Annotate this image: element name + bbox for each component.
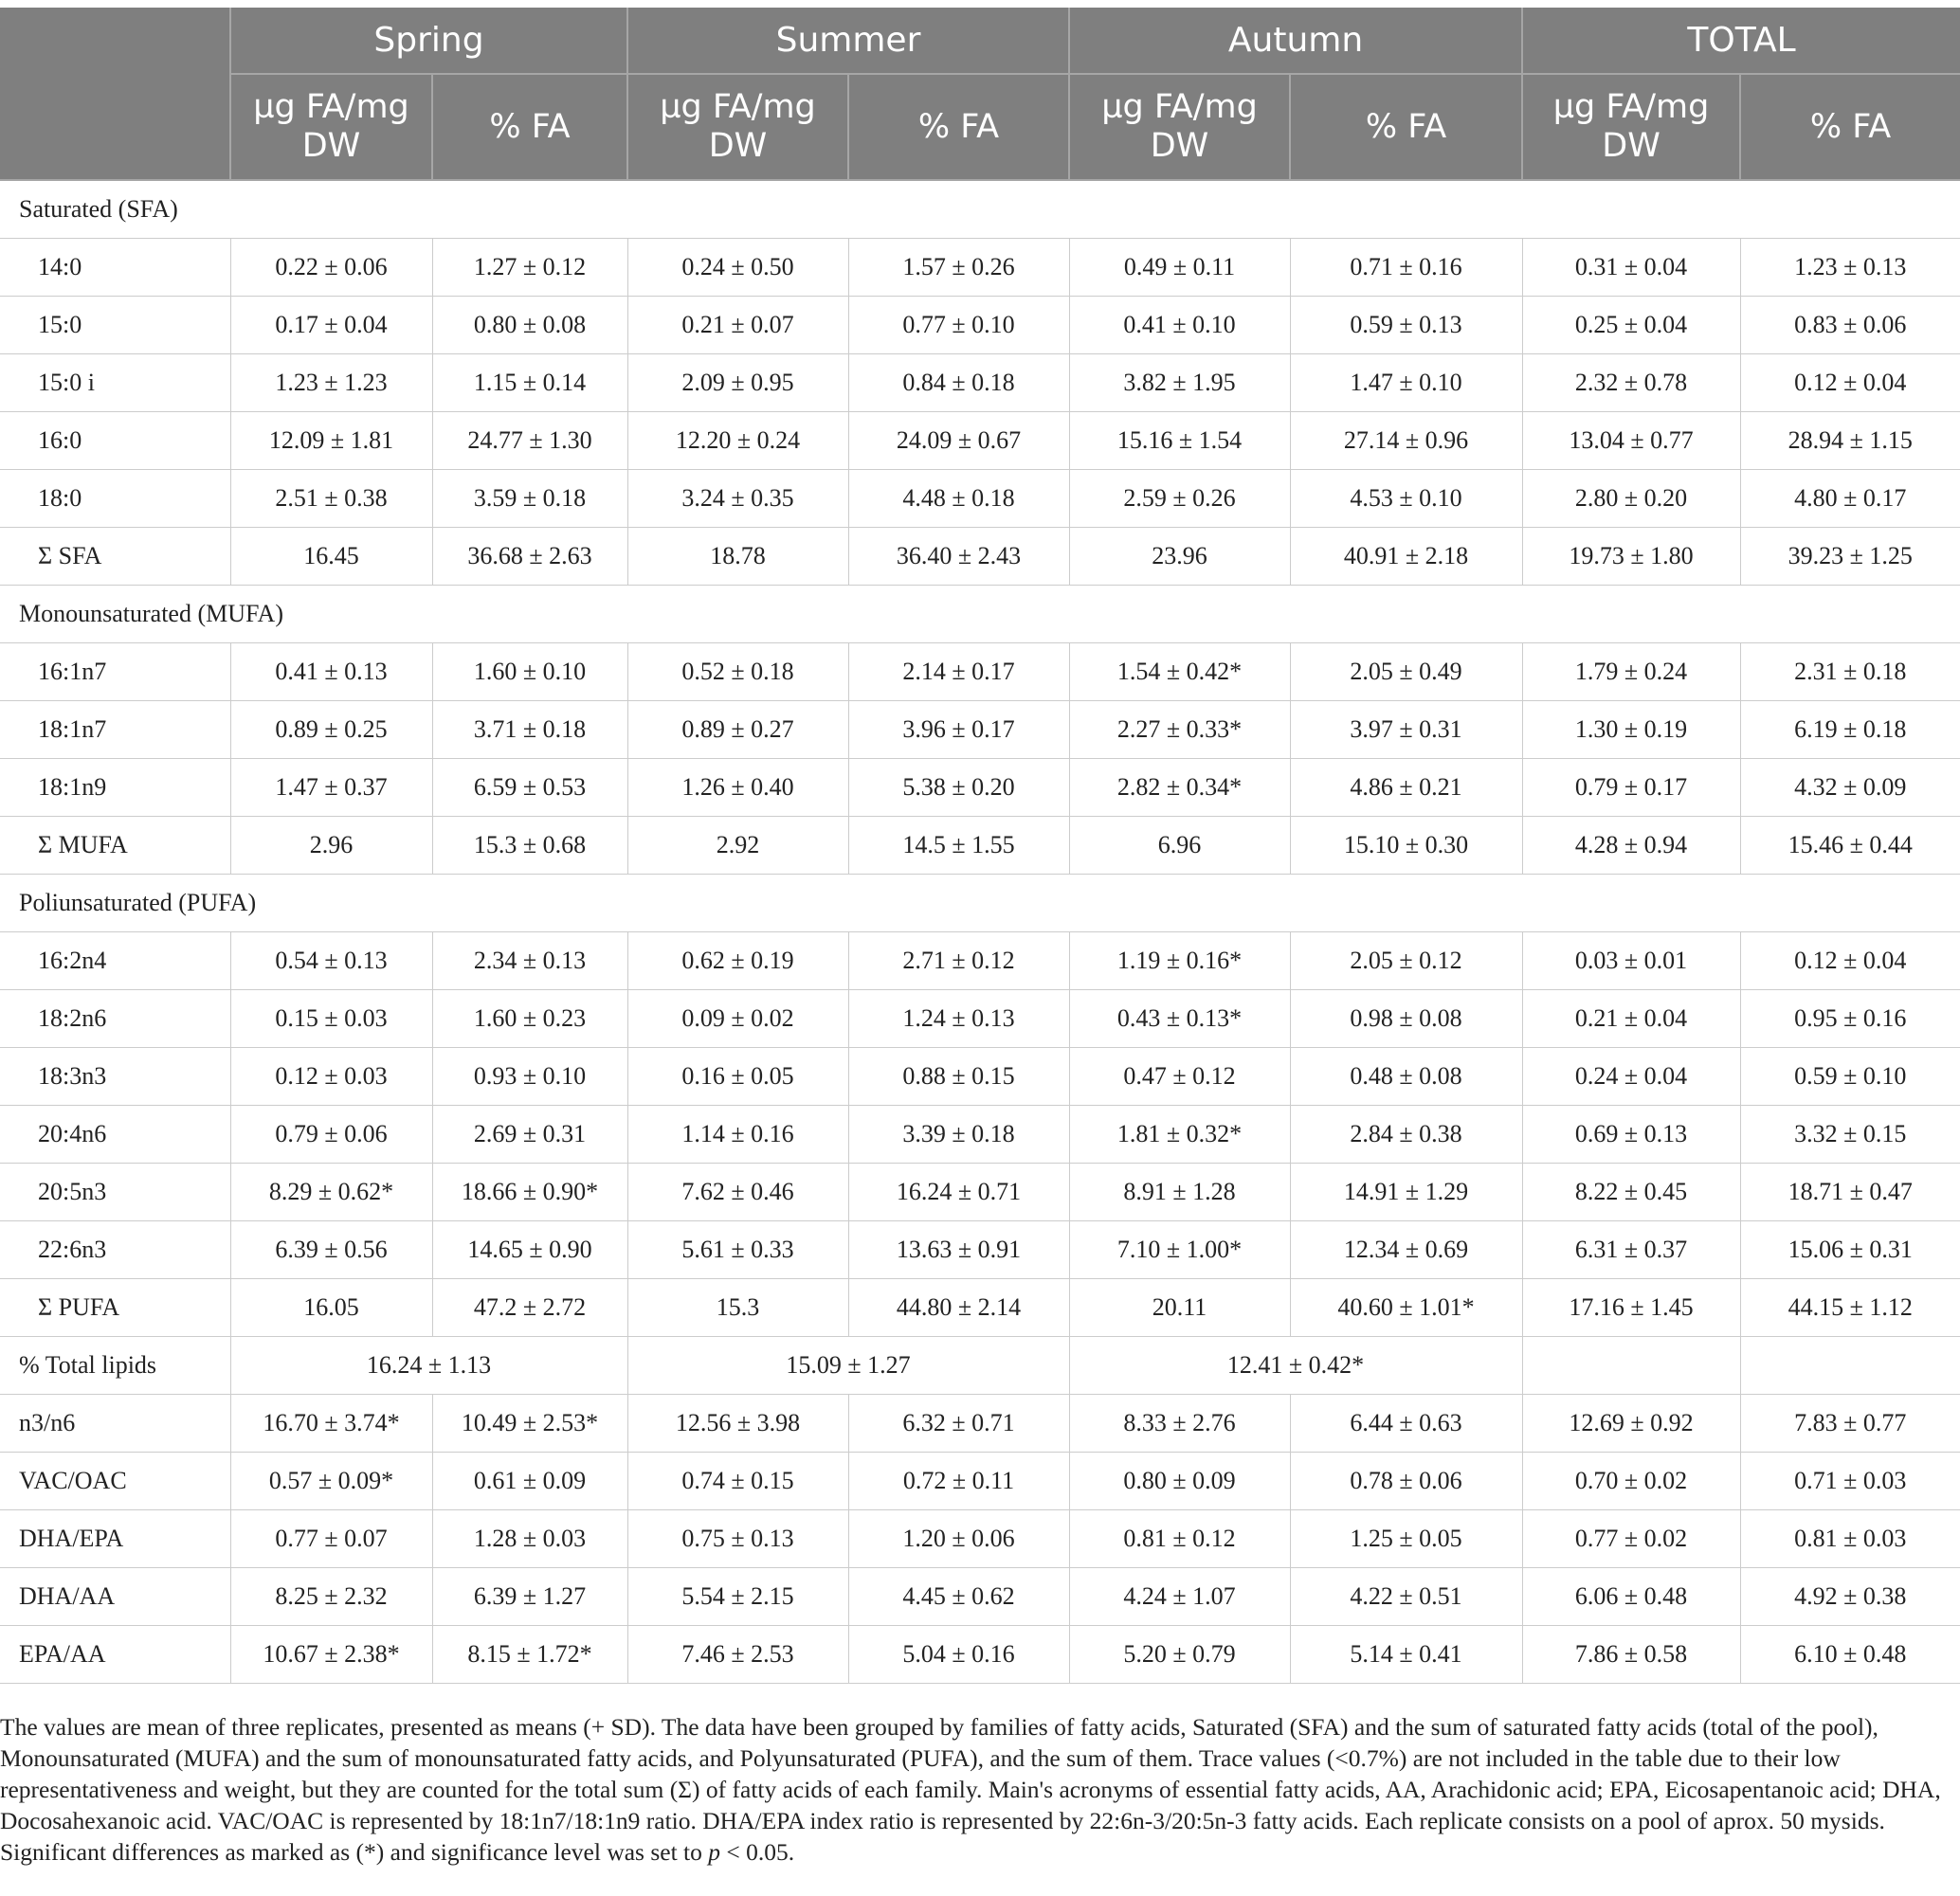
value-cell: 0.89 ± 0.25 (230, 701, 432, 759)
value-cell: 1.57 ± 0.26 (848, 239, 1069, 297)
value-cell: 44.80 ± 2.14 (848, 1279, 1069, 1337)
row-label: 18:2n6 (0, 990, 230, 1048)
value-cell: 0.69 ± 0.13 (1522, 1106, 1740, 1164)
group-header-row (0, 586, 1960, 643)
value-cell: 0.77 ± 0.02 (1522, 1510, 1740, 1568)
value-cell: 1.47 ± 0.10 (1290, 354, 1522, 412)
value-cell: 0.54 ± 0.13 (230, 932, 432, 990)
value-cell: 0.48 ± 0.08 (1290, 1048, 1522, 1106)
season-header-total: TOTAL (1522, 8, 1960, 74)
value-cell: 4.22 ± 0.51 (1290, 1568, 1522, 1626)
value-cell: 16.45 (230, 528, 432, 586)
value-cell: 18.71 ± 0.47 (1740, 1164, 1960, 1221)
value-cell: 6.06 ± 0.48 (1522, 1568, 1740, 1626)
value-cell: 0.81 ± 0.03 (1740, 1510, 1960, 1568)
unit-header-mass: µg FA/mg DW (1069, 74, 1290, 180)
value-cell: 4.24 ± 1.07 (1069, 1568, 1290, 1626)
unit-header-pct: % FA (1740, 74, 1960, 180)
row-label: 16:1n7 (0, 643, 230, 701)
value-cell: 0.93 ± 0.10 (432, 1048, 627, 1106)
total-lipids-row (0, 1337, 1960, 1395)
value-cell: 0.09 ± 0.02 (627, 990, 848, 1048)
table-row (0, 1048, 1960, 1106)
value-cell: 1.15 ± 0.14 (432, 354, 627, 412)
value-cell: 18.66 ± 0.90* (432, 1164, 627, 1221)
value-cell: 0.79 ± 0.17 (1522, 759, 1740, 817)
table-row (0, 759, 1960, 817)
value-cell: 6.39 ± 1.27 (432, 1568, 627, 1626)
value-cell: 0.12 ± 0.04 (1740, 354, 1960, 412)
total-lipids-value: 15.09 ± 1.27 (627, 1337, 1069, 1395)
value-cell: 0.21 ± 0.04 (1522, 990, 1740, 1048)
value-cell: 13.04 ± 0.77 (1522, 412, 1740, 470)
corner-header-cell (0, 8, 230, 180)
value-cell: 2.59 ± 0.26 (1069, 470, 1290, 528)
total-lipids-value: 12.41 ± 0.42* (1069, 1337, 1522, 1395)
table-row (0, 1395, 1960, 1453)
value-cell: 20.11 (1069, 1279, 1290, 1337)
value-cell: 19.73 ± 1.80 (1522, 528, 1740, 586)
value-cell: 40.60 ± 1.01* (1290, 1279, 1522, 1337)
value-cell: 0.21 ± 0.07 (627, 297, 848, 354)
value-cell: 14.91 ± 1.29 (1290, 1164, 1522, 1221)
value-cell: 2.34 ± 0.13 (432, 932, 627, 990)
value-cell: 2.05 ± 0.49 (1290, 643, 1522, 701)
value-cell: 2.14 ± 0.17 (848, 643, 1069, 701)
value-cell: 0.47 ± 0.12 (1069, 1048, 1290, 1106)
table-row (0, 297, 1960, 354)
value-cell: 2.80 ± 0.20 (1522, 470, 1740, 528)
table-body (0, 180, 1960, 1684)
value-cell: 16.24 ± 0.71 (848, 1164, 1069, 1221)
row-label: 18:1n9 (0, 759, 230, 817)
value-cell: 0.12 ± 0.04 (1740, 932, 1960, 990)
value-cell: 1.60 ± 0.23 (432, 990, 627, 1048)
unit-header-mass: µg FA/mg DW (627, 74, 848, 180)
value-cell: 0.22 ± 0.06 (230, 239, 432, 297)
value-cell: 0.70 ± 0.02 (1522, 1453, 1740, 1510)
value-cell: 3.32 ± 0.15 (1740, 1106, 1960, 1164)
value-cell: 2.69 ± 0.31 (432, 1106, 627, 1164)
value-cell: 8.91 ± 1.28 (1069, 1164, 1290, 1221)
value-cell: 2.82 ± 0.34* (1069, 759, 1290, 817)
fatty-acid-table-wrapper (0, 8, 1960, 1684)
value-cell: 36.68 ± 2.63 (432, 528, 627, 586)
table-row (0, 1279, 1960, 1337)
value-cell: 1.19 ± 0.16* (1069, 932, 1290, 990)
value-cell: 13.63 ± 0.91 (848, 1221, 1069, 1279)
row-label: 16:0 (0, 412, 230, 470)
value-cell: 0.77 ± 0.07 (230, 1510, 432, 1568)
value-cell: 6.59 ± 0.53 (432, 759, 627, 817)
value-cell: 0.95 ± 0.16 (1740, 990, 1960, 1048)
table-row (0, 1106, 1960, 1164)
value-cell: 1.28 ± 0.03 (432, 1510, 627, 1568)
value-cell: 15.3 ± 0.68 (432, 817, 627, 875)
value-cell: 0.78 ± 0.06 (1290, 1453, 1522, 1510)
value-cell: 1.27 ± 0.12 (432, 239, 627, 297)
value-cell: 7.62 ± 0.46 (627, 1164, 848, 1221)
row-label: Σ SFA (0, 528, 230, 586)
value-cell: 5.20 ± 0.79 (1069, 1626, 1290, 1684)
table-row (0, 1510, 1960, 1568)
table-row (0, 470, 1960, 528)
table-row (0, 354, 1960, 412)
value-cell: 15.16 ± 1.54 (1069, 412, 1290, 470)
value-cell: 0.41 ± 0.13 (230, 643, 432, 701)
table-row (0, 817, 1960, 875)
value-cell: 0.17 ± 0.04 (230, 297, 432, 354)
unit-header-pct: % FA (432, 74, 627, 180)
value-cell: 1.25 ± 0.05 (1290, 1510, 1522, 1568)
value-cell: 1.26 ± 0.40 (627, 759, 848, 817)
value-cell: 5.54 ± 2.15 (627, 1568, 848, 1626)
value-cell: 3.97 ± 0.31 (1290, 701, 1522, 759)
value-cell: 3.96 ± 0.17 (848, 701, 1069, 759)
value-cell: 3.39 ± 0.18 (848, 1106, 1069, 1164)
season-header-row (0, 8, 1960, 74)
value-cell: 4.32 ± 0.09 (1740, 759, 1960, 817)
row-label: 15:0 (0, 297, 230, 354)
value-cell: 0.84 ± 0.18 (848, 354, 1069, 412)
table-row (0, 528, 1960, 586)
value-cell: 6.96 (1069, 817, 1290, 875)
value-cell: 15.06 ± 0.31 (1740, 1221, 1960, 1279)
value-cell: 16.05 (230, 1279, 432, 1337)
value-cell: 18.78 (627, 528, 848, 586)
value-cell: 16.70 ± 3.74* (230, 1395, 432, 1453)
total-lipids-value (1522, 1337, 1740, 1395)
value-cell: 1.60 ± 0.10 (432, 643, 627, 701)
value-cell: 0.59 ± 0.10 (1740, 1048, 1960, 1106)
value-cell: 24.77 ± 1.30 (432, 412, 627, 470)
value-cell: 5.14 ± 0.41 (1290, 1626, 1522, 1684)
value-cell: 12.34 ± 0.69 (1290, 1221, 1522, 1279)
value-cell: 12.69 ± 0.92 (1522, 1395, 1740, 1453)
total-lipids-value: 16.24 ± 1.13 (230, 1337, 627, 1395)
value-cell: 0.75 ± 0.13 (627, 1510, 848, 1568)
value-cell: 0.83 ± 0.06 (1740, 297, 1960, 354)
row-label: EPA/AA (0, 1626, 230, 1684)
value-cell: 0.16 ± 0.05 (627, 1048, 848, 1106)
value-cell: 0.03 ± 0.01 (1522, 932, 1740, 990)
footnote-p-tail: < 0.05. (720, 1838, 795, 1866)
value-cell: 1.24 ± 0.13 (848, 990, 1069, 1048)
group-header-row (0, 875, 1960, 932)
value-cell: 28.94 ± 1.15 (1740, 412, 1960, 470)
value-cell: 7.86 ± 0.58 (1522, 1626, 1740, 1684)
table-row (0, 239, 1960, 297)
unit-header-pct: % FA (1290, 74, 1522, 180)
unit-header-mass: µg FA/mg DW (230, 74, 432, 180)
value-cell: 12.09 ± 1.81 (230, 412, 432, 470)
row-label: 20:4n6 (0, 1106, 230, 1164)
table-row (0, 412, 1960, 470)
value-cell: 0.61 ± 0.09 (432, 1453, 627, 1510)
value-cell: 4.45 ± 0.62 (848, 1568, 1069, 1626)
value-cell: 15.46 ± 0.44 (1740, 817, 1960, 875)
value-cell: 4.28 ± 0.94 (1522, 817, 1740, 875)
row-label: 22:6n3 (0, 1221, 230, 1279)
value-cell: 1.47 ± 0.37 (230, 759, 432, 817)
value-cell: 0.24 ± 0.04 (1522, 1048, 1740, 1106)
value-cell: 2.96 (230, 817, 432, 875)
value-cell: 3.82 ± 1.95 (1069, 354, 1290, 412)
value-cell: 2.51 ± 0.38 (230, 470, 432, 528)
value-cell: 5.61 ± 0.33 (627, 1221, 848, 1279)
value-cell: 0.15 ± 0.03 (230, 990, 432, 1048)
value-cell: 14.65 ± 0.90 (432, 1221, 627, 1279)
value-cell: 2.05 ± 0.12 (1290, 932, 1522, 990)
value-cell: 0.80 ± 0.09 (1069, 1453, 1290, 1510)
row-label: DHA/AA (0, 1568, 230, 1626)
value-cell: 1.54 ± 0.42* (1069, 643, 1290, 701)
value-cell: 8.29 ± 0.62* (230, 1164, 432, 1221)
value-cell: 39.23 ± 1.25 (1740, 528, 1960, 586)
unit-header-row (0, 74, 1960, 180)
value-cell: 0.81 ± 0.12 (1069, 1510, 1290, 1568)
value-cell: 0.72 ± 0.11 (848, 1453, 1069, 1510)
value-cell: 2.27 ± 0.33* (1069, 701, 1290, 759)
value-cell: 0.43 ± 0.13* (1069, 990, 1290, 1048)
row-label: VAC/OAC (0, 1453, 230, 1510)
value-cell: 10.49 ± 2.53* (432, 1395, 627, 1453)
value-cell: 2.84 ± 0.38 (1290, 1106, 1522, 1164)
value-cell: 0.89 ± 0.27 (627, 701, 848, 759)
row-label: 20:5n3 (0, 1164, 230, 1221)
value-cell: 1.14 ± 0.16 (627, 1106, 848, 1164)
value-cell: 1.23 ± 1.23 (230, 354, 432, 412)
table-row (0, 1626, 1960, 1684)
value-cell: 0.74 ± 0.15 (627, 1453, 848, 1510)
value-cell: 1.81 ± 0.32* (1069, 1106, 1290, 1164)
value-cell: 6.19 ± 0.18 (1740, 701, 1960, 759)
row-label: 14:0 (0, 239, 230, 297)
table-row (0, 701, 1960, 759)
value-cell: 0.59 ± 0.13 (1290, 297, 1522, 354)
value-cell: 4.92 ± 0.38 (1740, 1568, 1960, 1626)
table-row (0, 932, 1960, 990)
value-cell: 1.79 ± 0.24 (1522, 643, 1740, 701)
value-cell: 2.71 ± 0.12 (848, 932, 1069, 990)
value-cell: 0.98 ± 0.08 (1290, 990, 1522, 1048)
value-cell: 3.59 ± 0.18 (432, 470, 627, 528)
row-label: 15:0 i (0, 354, 230, 412)
value-cell: 4.53 ± 0.10 (1290, 470, 1522, 528)
value-cell: 0.77 ± 0.10 (848, 297, 1069, 354)
row-label: Σ MUFA (0, 817, 230, 875)
value-cell: 12.56 ± 3.98 (627, 1395, 848, 1453)
table-row (0, 1164, 1960, 1221)
table-row (0, 990, 1960, 1048)
value-cell: 6.44 ± 0.63 (1290, 1395, 1522, 1453)
value-cell: 0.71 ± 0.16 (1290, 239, 1522, 297)
table-row (0, 1568, 1960, 1626)
group-title: Poliunsaturated (PUFA) (0, 875, 1960, 932)
footnote-text: The values are mean of three replicates, presented as means (+ SD). The data have been grouped by families of fatty acids, Saturated (SFA) and the sum of saturated fatty acids (total of the pool), Monounsaturated (MUFA) and the sum of monounsaturated fatty acids, and Polyunsaturated (PUFA), and the sum of them. Trace values (<0.7%) are not included in the table due to their low representativeness and weight, but they are counted for the total sum (Σ) of fatty acids of each family. Main's acronyms of essential fatty acids, AA, Arachidonic acid; EPA, Eicosapentanoic acid; DHA, Docosahexanoic acid. VAC/OAC is represented by 18:1n7/18:1n9 ratio. DHA/EPA index ratio is represented by 22:6n-3/20:5n-3 fatty acids. Each replicate consists on a pool of aprox. 50 mysids. Significant differences as marked as (*) and significance level was set to (0, 1713, 1941, 1866)
value-cell: 15.3 (627, 1279, 848, 1337)
value-cell: 3.24 ± 0.35 (627, 470, 848, 528)
table-row (0, 643, 1960, 701)
value-cell: 6.32 ± 0.71 (848, 1395, 1069, 1453)
value-cell: 6.39 ± 0.56 (230, 1221, 432, 1279)
value-cell: 3.71 ± 0.18 (432, 701, 627, 759)
row-label: % Total lipids (0, 1337, 230, 1395)
value-cell: 8.15 ± 1.72* (432, 1626, 627, 1684)
row-label: n3/n6 (0, 1395, 230, 1453)
value-cell: 7.46 ± 2.53 (627, 1626, 848, 1684)
value-cell: 15.10 ± 0.30 (1290, 817, 1522, 875)
value-cell: 8.33 ± 2.76 (1069, 1395, 1290, 1453)
value-cell: 6.10 ± 0.48 (1740, 1626, 1960, 1684)
value-cell: 1.20 ± 0.06 (848, 1510, 1069, 1568)
value-cell: 6.31 ± 0.37 (1522, 1221, 1740, 1279)
value-cell: 2.92 (627, 817, 848, 875)
value-cell: 8.22 ± 0.45 (1522, 1164, 1740, 1221)
row-label: 16:2n4 (0, 932, 230, 990)
value-cell: 4.80 ± 0.17 (1740, 470, 1960, 528)
value-cell: 17.16 ± 1.45 (1522, 1279, 1740, 1337)
value-cell: 0.12 ± 0.03 (230, 1048, 432, 1106)
value-cell: 0.49 ± 0.11 (1069, 239, 1290, 297)
value-cell: 0.25 ± 0.04 (1522, 297, 1740, 354)
season-header-summer: Summer (627, 8, 1069, 74)
row-label: Σ PUFA (0, 1279, 230, 1337)
value-cell: 0.31 ± 0.04 (1522, 239, 1740, 297)
value-cell: 36.40 ± 2.43 (848, 528, 1069, 586)
value-cell: 0.24 ± 0.50 (627, 239, 848, 297)
value-cell: 0.80 ± 0.08 (432, 297, 627, 354)
group-title: Saturated (SFA) (0, 180, 1960, 239)
row-label: DHA/EPA (0, 1510, 230, 1568)
value-cell: 27.14 ± 0.96 (1290, 412, 1522, 470)
row-label: 18:0 (0, 470, 230, 528)
value-cell: 12.20 ± 0.24 (627, 412, 848, 470)
value-cell: 0.41 ± 0.10 (1069, 297, 1290, 354)
value-cell: 0.52 ± 0.18 (627, 643, 848, 701)
value-cell: 5.38 ± 0.20 (848, 759, 1069, 817)
value-cell: 0.79 ± 0.06 (230, 1106, 432, 1164)
value-cell: 44.15 ± 1.12 (1740, 1279, 1960, 1337)
value-cell: 1.30 ± 0.19 (1522, 701, 1740, 759)
value-cell: 10.67 ± 2.38* (230, 1626, 432, 1684)
row-label: 18:3n3 (0, 1048, 230, 1106)
season-header-spring: Spring (230, 8, 627, 74)
value-cell: 5.04 ± 0.16 (848, 1626, 1069, 1684)
value-cell: 14.5 ± 1.55 (848, 817, 1069, 875)
value-cell: 1.23 ± 0.13 (1740, 239, 1960, 297)
footnote-p-symbol: p (708, 1838, 721, 1866)
table-footnote (0, 1711, 1952, 1868)
row-label: 18:1n7 (0, 701, 230, 759)
value-cell: 0.88 ± 0.15 (848, 1048, 1069, 1106)
value-cell: 8.25 ± 2.32 (230, 1568, 432, 1626)
season-header-autumn: Autumn (1069, 8, 1522, 74)
table-row (0, 1221, 1960, 1279)
value-cell: 7.10 ± 1.00* (1069, 1221, 1290, 1279)
fatty-acid-table (0, 8, 1960, 1684)
value-cell: 4.48 ± 0.18 (848, 470, 1069, 528)
value-cell: 2.09 ± 0.95 (627, 354, 848, 412)
total-lipids-value (1740, 1337, 1960, 1395)
table-row (0, 1453, 1960, 1510)
value-cell: 2.31 ± 0.18 (1740, 643, 1960, 701)
value-cell: 40.91 ± 2.18 (1290, 528, 1522, 586)
value-cell: 4.86 ± 0.21 (1290, 759, 1522, 817)
unit-header-pct: % FA (848, 74, 1069, 180)
unit-header-mass: µg FA/mg DW (1522, 74, 1740, 180)
value-cell: 7.83 ± 0.77 (1740, 1395, 1960, 1453)
value-cell: 23.96 (1069, 528, 1290, 586)
value-cell: 0.57 ± 0.09* (230, 1453, 432, 1510)
value-cell: 0.62 ± 0.19 (627, 932, 848, 990)
group-title: Monounsaturated (MUFA) (0, 586, 1960, 643)
group-header-row (0, 180, 1960, 239)
value-cell: 2.32 ± 0.78 (1522, 354, 1740, 412)
value-cell: 24.09 ± 0.67 (848, 412, 1069, 470)
value-cell: 47.2 ± 2.72 (432, 1279, 627, 1337)
value-cell: 0.71 ± 0.03 (1740, 1453, 1960, 1510)
